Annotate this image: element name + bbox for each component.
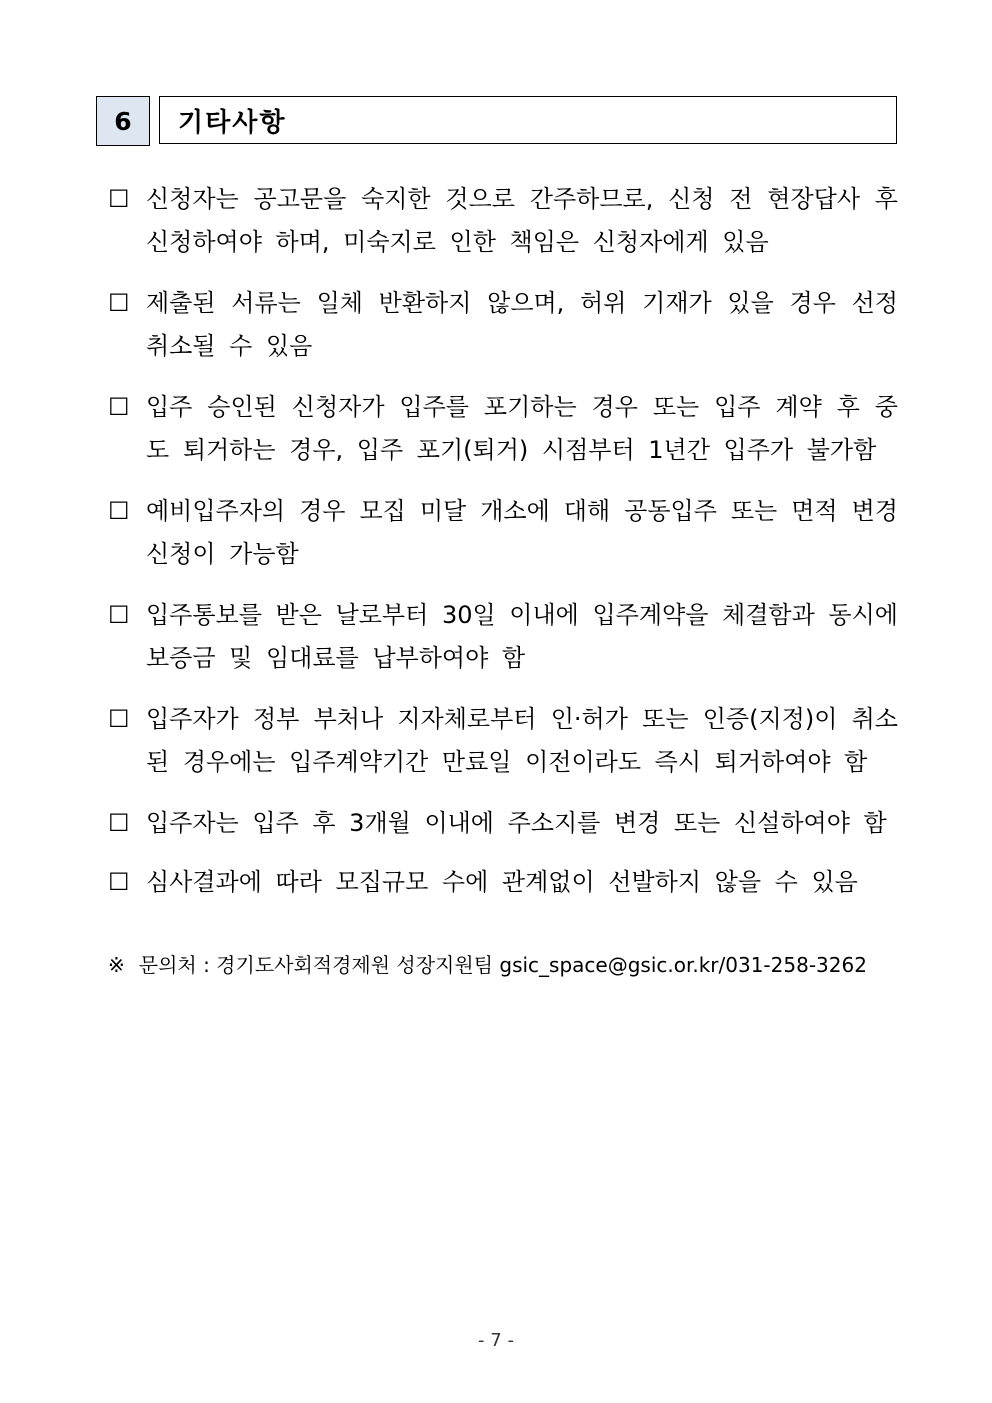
item-text: 예비입주자의 경우 모집 미달 개소에 대해 공동입주 또는 면적 변경 신청이 가능함	[146, 497, 898, 568]
list-item	[108, 178, 898, 264]
list-item	[108, 282, 898, 368]
contact-info	[108, 950, 867, 980]
item-text: 입주자가 정부 부처나 지자체로부터 인·허가 또는 인증(지정)이 취소된 경우에는 입주계약기간 만료일 이전이라도 즉시 퇴거하여야 함	[146, 705, 898, 776]
notice-list	[108, 178, 898, 920]
list-item	[108, 802, 898, 845]
checkbox-icon: ☐	[108, 809, 130, 837]
checkbox-icon: ☐	[108, 289, 130, 317]
checkbox-icon: ☐	[108, 705, 130, 733]
checkbox-icon: ☐	[108, 393, 130, 421]
item-text: 신청자는 공고문을 숙지한 것으로 간주하므로, 신청 전 현장답사 후 신청하여야 하며, 미숙지로 인한 책임은 신청자에게 있음	[146, 185, 898, 256]
checkbox-icon: ☐	[108, 497, 130, 525]
checkbox-icon: ☐	[108, 868, 130, 896]
list-item	[108, 386, 898, 472]
section-title: 기타사항	[159, 96, 897, 144]
list-item	[108, 861, 898, 904]
item-text: 입주 승인된 신청자가 입주를 포기하는 경우 또는 입주 계약 후 중도 퇴거하는 경우, 입주 포기(퇴거) 시점부터 1년간 입주가 불가함	[146, 393, 898, 464]
item-text: 입주통보를 받은 날로부터 30일 이내에 입주계약을 체결함과 동시에 보증금 및 임대료를 납부하여야 함	[146, 601, 898, 672]
list-item	[108, 698, 898, 784]
checkbox-icon: ☐	[108, 185, 130, 213]
page-number: - 7 -	[478, 1330, 514, 1351]
checkbox-icon: ☐	[108, 601, 130, 629]
list-item	[108, 490, 898, 576]
list-item	[108, 594, 898, 680]
section-number: 6	[96, 96, 150, 146]
item-text: 심사결과에 따라 모집규모 수에 관계없이 선발하지 않을 수 있음	[146, 868, 858, 896]
contact-text: 문의처 : 경기도사회적경제원 성장지원팀 gsic_space@gsic.or.kr/031-258-3262	[138, 953, 867, 977]
item-text: 제출된 서류는 일체 반환하지 않으며, 허위 기재가 있을 경우 선정 취소될 수 있음	[146, 289, 898, 360]
item-text: 입주자는 입주 후 3개월 이내에 주소지를 변경 또는 신설하여야 함	[146, 809, 887, 837]
reference-mark-icon: ※	[108, 953, 125, 977]
